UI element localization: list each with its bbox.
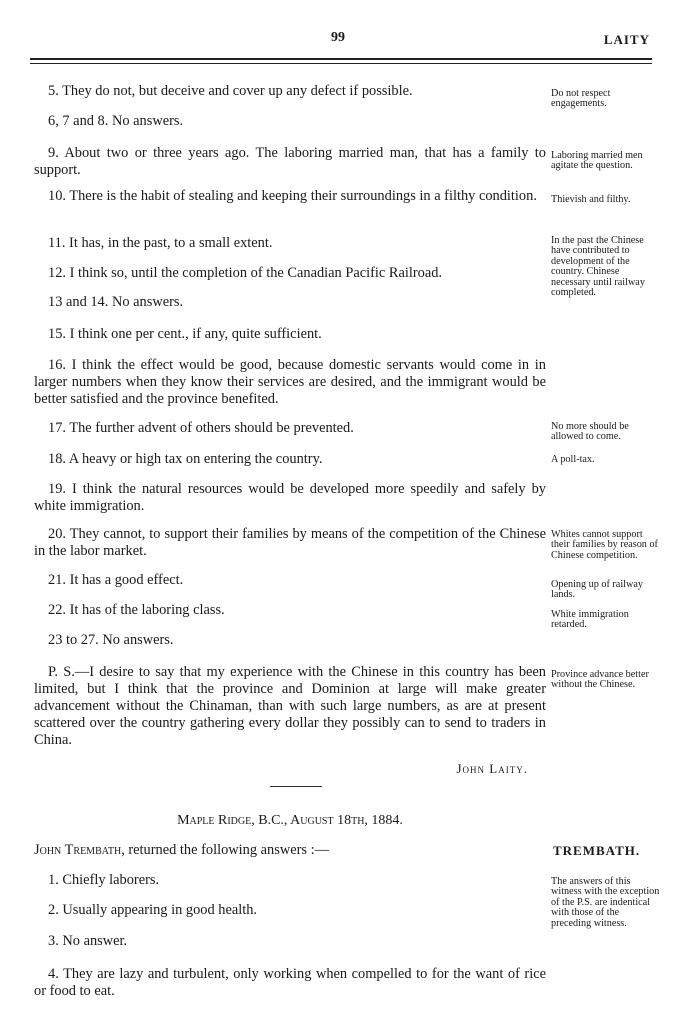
postscript: P. S.—I desire to say that my experience with the Chinese in this country has been limited, but I think that the province and Dominion at large will make greater advancement without the Chinaman, than with such large numbers, as are at present scattered over the country gathering every dollar they possibly can to send to traders in China. — [34, 664, 546, 748]
running-head: LAITY — [603, 32, 650, 47]
answer-11: 11. It has, in the past, to a small extent. — [48, 235, 273, 251]
margin-note: Do not respect engagements. — [551, 88, 611, 110]
answer-18: 18. A heavy or high tax on entering the country. — [48, 451, 323, 467]
answer-15: 15. I think one per cent., if any, quite sufficient. — [48, 326, 322, 342]
margin-note: No more should be allowed to come. — [551, 421, 629, 443]
trembath-answer-2: 2. Usually appearing in good health. — [48, 902, 258, 918]
page-header — [0, 30, 684, 50]
header-rule-thick — [30, 58, 652, 60]
dateline-text: Maple Ridge, B.C., August 18th, 1884. — [177, 813, 403, 828]
trembath-answer-1: 1. Chiefly laborers. — [48, 872, 160, 888]
answer-12: 12. I think so, until the completion of the Canadian Pacific Railroad. — [48, 265, 443, 281]
witness-intro-rest: , returned the following answers :— — [121, 842, 330, 858]
signature-laity: John Laity. — [456, 761, 528, 776]
answer-10: 10. There is the habit of stealing and keeping their surroundings in a filthy condition. — [48, 188, 537, 204]
answer-23-27: 23 to 27. No answers. — [48, 632, 174, 648]
margin-note: In the past the Chinese have contributed to development of the country. Chinese necessary until railway completed. — [551, 235, 645, 299]
header-rule-thin — [30, 63, 652, 64]
answer-16: 16. I think the effect would be good, because domestic servants would come in in larger numbers when they know their services are desired, and the immigrant would be better satisfied and the province benefited. — [34, 357, 546, 407]
trembath-answer-3: 3. No answer. — [48, 933, 128, 949]
margin-note: Opening up of railway lands. — [551, 579, 643, 601]
answer-21: 21. It has a good effect. — [48, 572, 184, 588]
answer-19: 19. I think the natural resources would be developed more speedily and safely by white immigration. — [34, 481, 546, 514]
margin-note: Laboring married men agitate the question. — [551, 150, 643, 172]
margin-note: A poll-tax. — [551, 454, 595, 465]
margin-note: Whites cannot support their families by reason of Chinese competition. — [551, 529, 658, 561]
answer-17: 17. The further advent of others should be prevented. — [48, 420, 354, 436]
margin-note: White immigration retarded. — [551, 609, 629, 631]
section-divider — [270, 786, 322, 787]
answer-6-8: 6, 7 and 8. No answers. — [48, 113, 184, 129]
trembath-answer-4: 4. They are lazy and turbulent, only working when compelled to for the want of rice or food to eat. — [34, 966, 546, 999]
margin-note: Province advance better without the Chinese. — [551, 669, 649, 691]
margin-note: Thievish and filthy. — [551, 194, 631, 205]
running-head-trembath: TREMBATH. — [553, 843, 641, 858]
witness-name: John Trembath — [34, 842, 122, 858]
dateline — [34, 813, 546, 829]
page-number: 99 — [331, 30, 345, 45]
answer-5: 5. They do not, but deceive and cover up any defect if possible. — [48, 83, 413, 99]
witness-intro — [34, 842, 546, 859]
margin-note: The answers of this witness with the exception of the P.S. are indentical with those of the preceding witness. — [551, 876, 660, 929]
answer-13-14: 13 and 14. No answers. — [48, 294, 184, 310]
answer-9: 9. About two or three years ago. The laboring married man, that has a family to support. — [34, 145, 546, 178]
answer-20: 20. They cannot, to support their families by means of the competition of the Chinese in the labor market. — [34, 526, 546, 559]
answer-22: 22. It has of the laboring class. — [48, 602, 225, 618]
